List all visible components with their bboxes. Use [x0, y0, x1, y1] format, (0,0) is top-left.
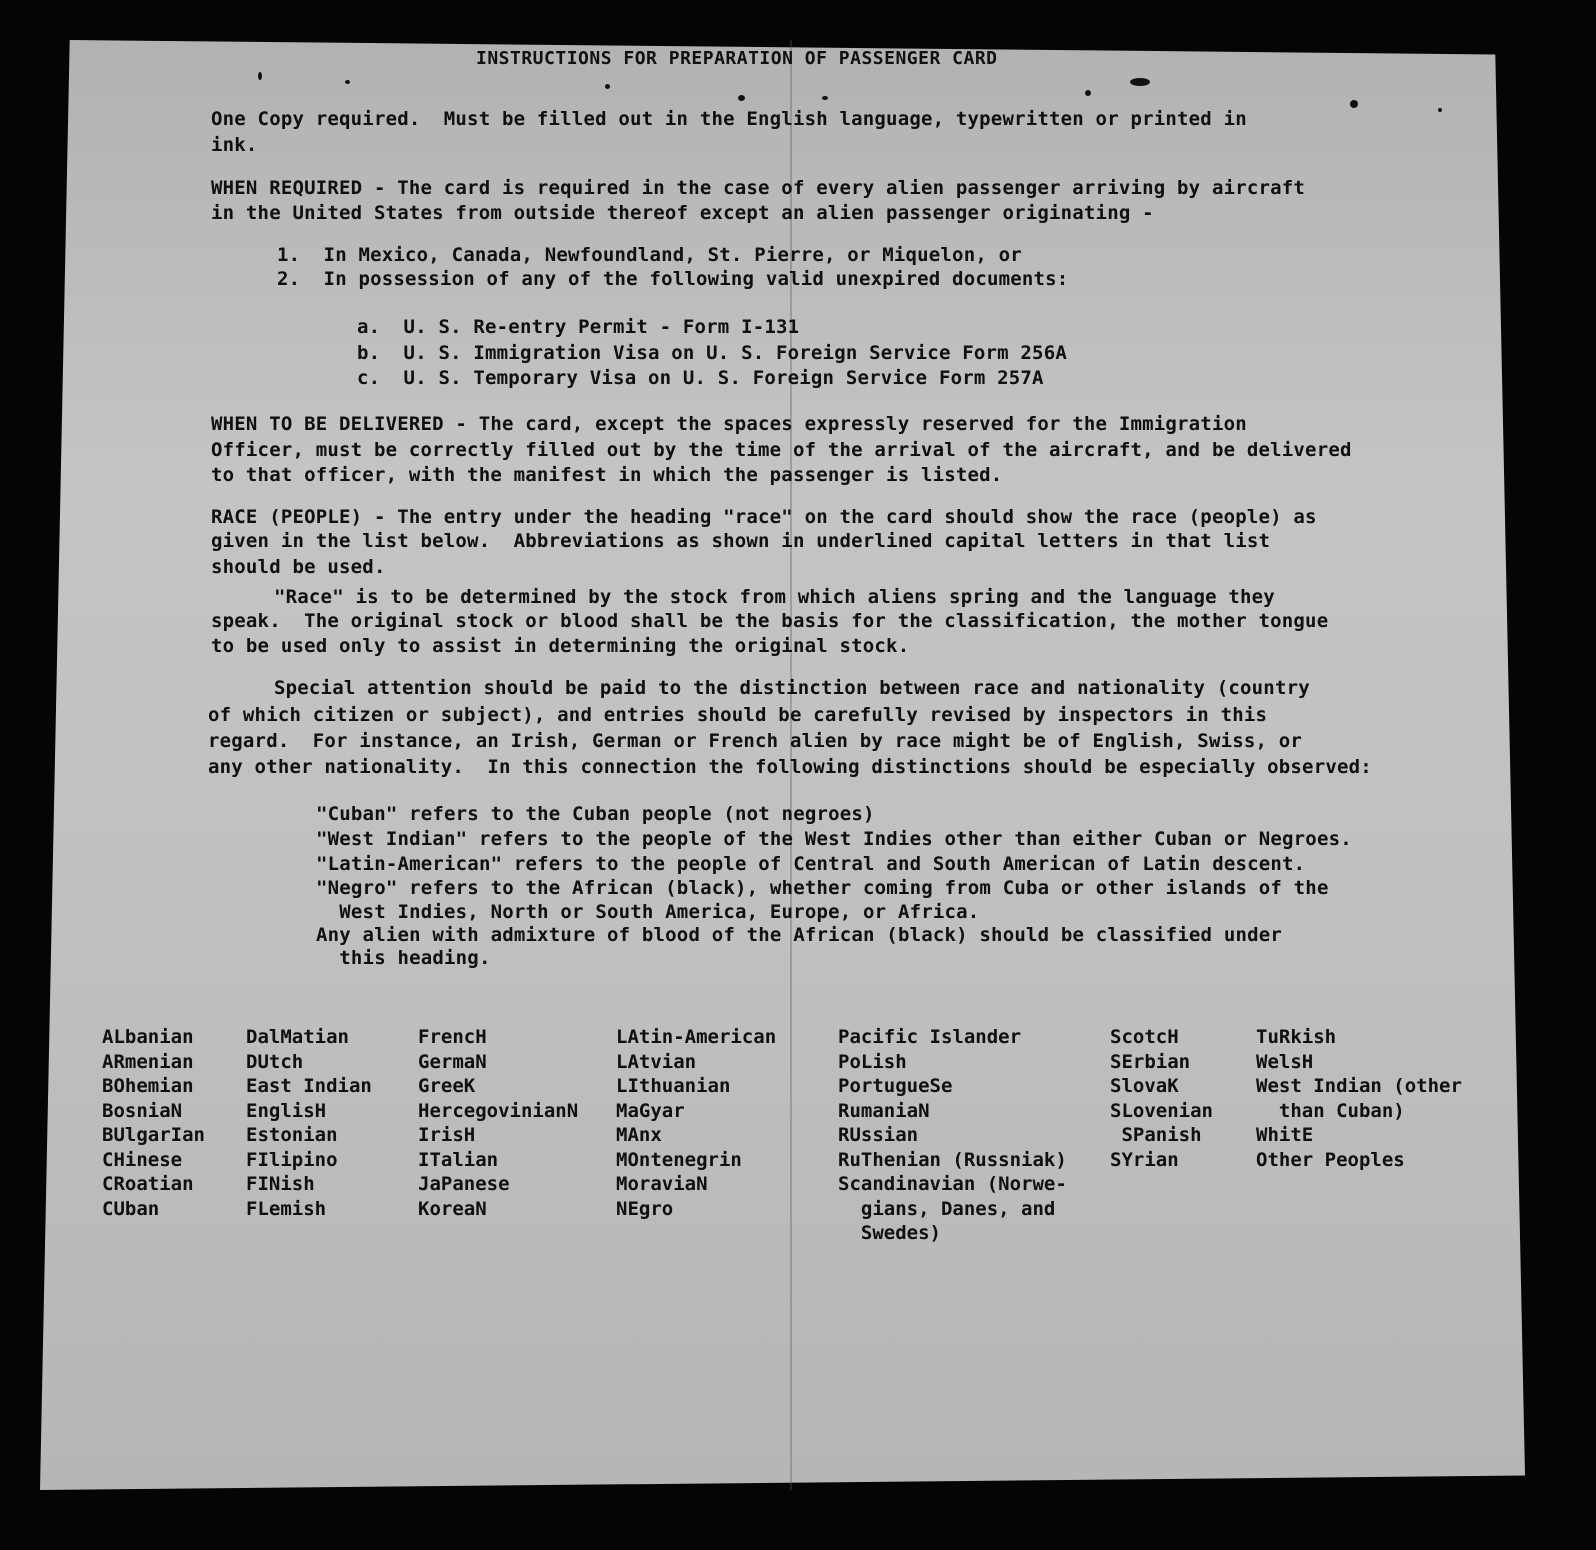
race-list-column-6 — [1110, 1025, 1213, 1172]
race-entry: Estonian — [246, 1124, 338, 1146]
race-entry: than Cuban) — [1256, 1099, 1405, 1122]
race-entry: CHinese — [102, 1148, 183, 1171]
race-people-line-1: RACE (PEOPLE) - The entry under the heading "race" on the card should show the race (people) as — [211, 506, 1317, 528]
race-entry: DalMatian — [246, 1026, 349, 1048]
ink-speck — [258, 72, 262, 80]
race-list-column-2 — [246, 1025, 372, 1221]
race-entry: ALbanian — [102, 1026, 194, 1048]
race-list-column-3 — [418, 1025, 578, 1221]
race-people-line-3: should be used. — [211, 556, 386, 578]
ink-speck — [822, 96, 828, 100]
race-entry: RuThenian (Russniak) — [838, 1148, 1067, 1171]
document-item-a: a. U. S. Re-entry Permit - Form I-131 — [357, 316, 800, 338]
distinction-line-6: Any alien with admixture of blood of the African (black) should be classified under — [316, 924, 1283, 946]
race-entry: HercegovinianN — [418, 1099, 579, 1122]
race-entry: DUtch — [246, 1050, 304, 1073]
race-list-column-1 — [102, 1025, 205, 1221]
race-entry: BOhemian — [102, 1075, 194, 1097]
race-entry: ITalian — [418, 1148, 499, 1171]
origin-item-1: 1. In Mexico, Canada, Newfoundland, St. Pierre, or Miquelon, or — [277, 244, 1022, 266]
race-entry: Scandinavian (Norwe- — [838, 1173, 1067, 1195]
special-attention-line-1: Special attention should be paid to the distinction between race and nationality (country — [274, 677, 1310, 699]
race-entry: LAtin-American — [616, 1026, 777, 1048]
race-entry: WhitE — [1256, 1124, 1314, 1146]
ink-speck — [1085, 90, 1091, 96]
race-entry: ARmenian — [102, 1050, 194, 1073]
race-list-column-4 — [616, 1025, 776, 1221]
race-entry: RUssian — [838, 1124, 919, 1146]
race-entry: MOntenegrin — [616, 1148, 742, 1171]
race-entry: LAtvian — [616, 1050, 697, 1073]
race-people-line-2: given in the list below. Abbreviations as shown in underlined capital letters in that list — [211, 530, 1271, 552]
when-delivered-line-2: Officer, must be correctly filled out by the time of the arrival of the aircraft, and be delivered — [211, 439, 1352, 461]
race-entry: CUban — [102, 1197, 160, 1220]
race-entry: FrencH — [418, 1026, 487, 1048]
race-entry: PortugueSe — [838, 1075, 953, 1097]
distinction-line-1: "Cuban" refers to the Cuban people (not negroes) — [316, 803, 875, 825]
race-entry: Pacific Islander — [838, 1026, 1022, 1048]
race-entry: KoreaN — [418, 1197, 487, 1220]
when-delivered-line-3: to that officer, with the manifest in which the passenger is listed. — [211, 464, 1003, 486]
when-required-line-2: in the United States from outside thereof except an alien passenger originating - — [211, 202, 1154, 224]
race-entry: IrisH — [418, 1124, 476, 1146]
distinction-line-2: "West Indian" refers to the people of the West Indies other than either Cuban or Negroes. — [316, 828, 1352, 850]
race-entry: ScotcH — [1110, 1026, 1179, 1048]
race-entry: WelsH — [1256, 1050, 1314, 1073]
race-entry: Other Peoples — [1256, 1148, 1405, 1171]
race-entry: gians, Danes, and — [838, 1197, 1056, 1220]
race-entry: Swedes) — [838, 1222, 941, 1244]
race-entry: MAnx — [616, 1124, 662, 1146]
race-entry: FINish — [246, 1173, 315, 1195]
distinction-line-4: "Negro" refers to the African (black), whether coming from Cuba or other islands of the — [316, 877, 1329, 899]
ink-speck — [1350, 100, 1358, 108]
intro-line-1: One Copy required. Must be filled out in the English language, typewritten or printed in — [211, 108, 1247, 130]
race-determined-line-3: to be used only to assist in determining the original stock. — [211, 635, 910, 657]
race-determined-line-2: speak. The original stock or blood shall be the basis for the classification, the mother tongue — [211, 610, 1329, 632]
race-entry: GermaN — [418, 1050, 487, 1073]
race-determined-line-1: "Race" is to be determined by the stock from which aliens spring and the language they — [274, 586, 1275, 608]
special-attention-line-2: of which citizen or subject), and entries should be carefully revised by inspectors in this — [208, 704, 1268, 726]
special-attention-line-3: regard. For instance, an Irish, German or French alien by race might be of English, Swiss, or — [208, 730, 1303, 752]
race-entry: LIthuanian — [616, 1075, 731, 1097]
race-entry: RumaniaN — [838, 1099, 930, 1122]
when-required-line-1: WHEN REQUIRED - The card is required in the case of every alien passenger arriving by aircraft — [211, 177, 1306, 199]
race-entry: SYrian — [1110, 1148, 1179, 1171]
race-entry: SLovenian — [1110, 1099, 1213, 1122]
race-entry: PoLish — [838, 1050, 907, 1073]
ink-speck — [605, 84, 610, 89]
race-list-column-7 — [1256, 1025, 1462, 1172]
race-entry: FLemish — [246, 1197, 327, 1220]
distinction-line-3: "Latin-American" refers to the people of Central and South American of Latin descent. — [316, 853, 1306, 875]
race-entry: NEgro — [616, 1197, 674, 1220]
document-item-c: c. U. S. Temporary Visa on U. S. Foreign Service Form 257A — [357, 367, 1044, 389]
race-entry: JaPanese — [418, 1173, 510, 1195]
race-entry: BUlgarIan — [102, 1124, 205, 1146]
when-delivered-line-1: WHEN TO BE DELIVERED - The card, except the spaces expressly reserved for the Immigration — [211, 413, 1247, 435]
race-entry: MaGyar — [616, 1099, 685, 1122]
document-title: INSTRUCTIONS FOR PREPARATION OF PASSENGER CARD — [476, 48, 998, 69]
ink-speck — [738, 95, 745, 101]
race-entry: TuRkish — [1256, 1026, 1337, 1048]
ink-speck — [345, 80, 350, 84]
race-entry: CRoatian — [102, 1173, 194, 1195]
distinction-line-7: this heading. — [316, 947, 491, 969]
race-entry: SPanish — [1110, 1124, 1202, 1146]
special-attention-line-4: any other nationality. In this connection the following distinctions should be especially observed: — [208, 756, 1372, 778]
race-entry: EnglisH — [246, 1099, 327, 1122]
race-entry: MoraviaN — [616, 1173, 708, 1195]
race-entry: GreeK — [418, 1075, 476, 1097]
race-entry: West Indian (other — [1256, 1075, 1462, 1097]
race-entry: SErbian — [1110, 1050, 1191, 1073]
ink-speck — [1130, 78, 1150, 86]
distinction-line-5: West Indies, North or South America, Europe, or Africa. — [316, 901, 980, 923]
race-entry: East Indian — [246, 1075, 372, 1097]
race-entry: FIlipino — [246, 1148, 338, 1171]
race-entry: BosniaN — [102, 1099, 183, 1122]
origin-item-2: 2. In possession of any of the following valid unexpired documents: — [277, 268, 1069, 290]
ink-speck — [1438, 108, 1442, 112]
race-list-column-5 — [838, 1025, 1067, 1246]
document-item-b: b. U. S. Immigration Visa on U. S. Foreign Service Form 256A — [357, 342, 1067, 364]
race-entry: SlovaK — [1110, 1075, 1179, 1097]
intro-line-2: ink. — [211, 134, 258, 156]
